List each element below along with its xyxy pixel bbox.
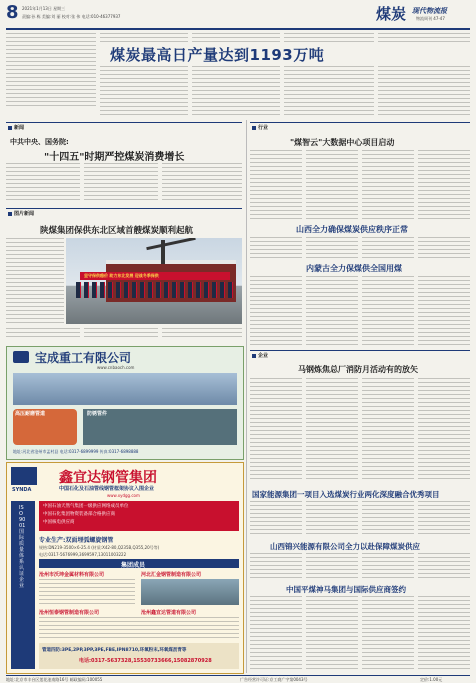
member-right-2: 沧州鑫宜达管道有限公司 <box>141 610 197 616</box>
member-details-2 <box>39 617 239 639</box>
top-article-col3b <box>192 66 280 116</box>
zhongyang-body-3 <box>162 163 242 203</box>
shanxi-weixing-title: 山西锦兴能源有限公司全力以赴保障煤炭供应 <box>270 542 420 551</box>
zhongyang-title: "十四五"时期严控煤炭消费增长 <box>44 152 185 163</box>
xinyida-features-box <box>39 501 239 531</box>
zhongyang-body-2 <box>84 163 158 203</box>
xinyida-spec-range: 规格:DN219-3500×6-25.4 (材质:X42-80,Q235B,Q355,20号等) <box>39 545 160 550</box>
pingmei-body-3 <box>362 596 414 670</box>
photo-body-2 <box>84 328 158 338</box>
shanxi-body-3 <box>362 237 414 259</box>
weixing-body-4 <box>418 553 470 579</box>
smart-coal-title: "煤智云"大数据中心项目启动 <box>290 138 395 147</box>
synda-logo <box>11 467 37 485</box>
industry-rule <box>250 122 470 123</box>
photo-banner-text: 坚守保供稳价 助力东北发展 迎战冬季保供 <box>84 273 159 278</box>
date-line: 2021年1月13日 星期三 <box>22 6 66 11</box>
pingmei-body-4 <box>418 596 470 670</box>
xinyida-side-bar <box>11 501 35 669</box>
enterprise-rule <box>250 350 470 351</box>
xinyida-subtitle: 中国石化及石油管线钢管框架协议入围企业 <box>59 486 155 492</box>
neimenggu-body-4 <box>418 276 470 346</box>
editor-line: 责编:孙 栋 美编:刘 丽 校对:张 伟 电话:010-46377937 <box>22 14 121 19</box>
synda-logo-text: SYNDA <box>12 487 32 493</box>
guoneng-body-1 <box>250 501 302 535</box>
xinyida-bottom-box <box>39 643 239 669</box>
member-right: 河北汇金钢管制造有限公司 <box>141 572 202 578</box>
xinyida-bottom-phone: 电话:0317-5637328,15530733666,15082870928 <box>79 658 212 664</box>
header-rule <box>6 28 470 30</box>
news-rule <box>6 122 242 123</box>
section-title: 煤炭 <box>376 5 407 23</box>
footer-rule <box>6 675 470 676</box>
pingmei-body-1 <box>250 596 302 670</box>
page-number: 8 <box>6 2 19 23</box>
paper-name: 现代物流报 <box>412 7 447 15</box>
member-left: 沧州市沃坤金属材料有限公司 <box>39 572 105 578</box>
photo-body-1 <box>6 328 80 338</box>
guoneng-body-3 <box>362 501 414 535</box>
weixing-body-1 <box>250 553 302 579</box>
neimenggu-body-3 <box>362 276 414 346</box>
top-article-col4 <box>284 33 374 43</box>
baocheng-company: 宝成重工有限公司 <box>35 351 132 365</box>
baocheng-product-1-label: 高压耐磨管道 <box>15 411 46 417</box>
xinyida-spec-line: 专业生产:双面埋弧螺旋钢管 <box>39 537 114 544</box>
photo-rule <box>6 208 242 209</box>
smart-coal-body-2 <box>306 150 358 220</box>
machang-body-4 <box>418 378 470 482</box>
top-article-col3 <box>192 33 280 43</box>
footer-left: 地址:北京市丰台区莲花池南路16号 邮政编码:100055 <box>6 677 103 682</box>
headline: 煤炭最高日产量达到1193万吨 <box>110 46 325 64</box>
member-left-2: 沧州恒泰钢管制造有限公司 <box>39 610 100 616</box>
baocheng-logo <box>13 351 29 363</box>
column-divider <box>246 120 247 673</box>
xinyida-website: www.xydgg.com <box>107 493 140 498</box>
member-right-photo <box>141 579 239 605</box>
machang-title: 马钢炼焦总厂消防月活动有的放矢 <box>298 365 418 374</box>
neimenggu-body-1 <box>250 276 302 346</box>
top-article-col2 <box>100 33 188 43</box>
ad-xinyida <box>6 462 244 674</box>
baocheng-contact: 地址:河北省沧州市孟村县 电话:0317-6899999 传真:0317-6898888 <box>13 449 139 454</box>
shanxi-body-1 <box>250 237 302 259</box>
xinyida-company: 鑫宜达钢管集团 <box>59 470 157 486</box>
ship-photo <box>66 238 242 324</box>
people-group <box>76 282 236 298</box>
xinyida-feature-2: 中国石化集团物资装备部合格供应商 <box>43 512 115 517</box>
weixing-body-2 <box>306 553 358 579</box>
machang-body-1 <box>250 378 302 482</box>
zhongyang-body-1 <box>6 163 80 203</box>
pingmei-body-2 <box>306 596 358 670</box>
photo-body-3 <box>162 328 242 338</box>
smart-coal-body-4 <box>418 150 470 220</box>
neimenggu-body-2 <box>306 276 358 346</box>
smart-coal-body-3 <box>362 150 414 220</box>
industry-tag: 行业 <box>252 124 268 131</box>
top-article-col5 <box>378 33 470 43</box>
baocheng-product-2-label: 防锈管件 <box>87 411 108 417</box>
guoneng-title: 国家能源集团一项目入选煤炭行业两化深度融合优秀项目 <box>252 490 440 499</box>
enterprise-tag: 企业 <box>252 352 268 359</box>
xinyida-bottom-line: 管道四防:3PE,2PP,3PP,3PE,FBE,IPN8710,环氧粉末,环氧煤沥青等 <box>42 648 187 653</box>
shanxi-title: 山西全力确保煤炭供应秩序正常 <box>296 225 408 234</box>
weixing-body-3 <box>362 553 414 579</box>
xinyida-side-text: ISO9001国际质量体系认证企业 <box>19 505 26 589</box>
smart-coal-body-1 <box>250 150 302 220</box>
xinyida-phone: 电话:0317-5676999,3699597,13011003222 <box>39 552 127 557</box>
photo-banner <box>80 272 230 280</box>
news-tag: 新闻 <box>8 124 24 131</box>
issue-line: 物流周刊 47-47 <box>416 16 445 21</box>
baocheng-website: www.cnbaoch.com <box>97 365 135 370</box>
photo-news-tag: 图片新闻 <box>8 210 34 217</box>
shanxi-body-2 <box>306 237 358 259</box>
machang-body-2 <box>306 378 358 482</box>
footer-mid: 广告经营许可证:京工商广字第0043号 <box>240 677 308 682</box>
top-article-col5b <box>378 66 470 116</box>
guoneng-body-4 <box>418 501 470 535</box>
zhongyang-kicker: 中共中央、国务院: <box>10 138 69 146</box>
shanxi-body-4 <box>418 237 470 259</box>
top-article-col2b <box>100 66 188 116</box>
ad-baocheng <box>6 346 244 460</box>
members-title: 集团成员 <box>121 562 146 569</box>
machang-body-3 <box>362 378 414 482</box>
photo-caption <box>6 238 64 324</box>
pingmei-title: 中国平煤神马集团与国际供应商签约 <box>286 585 406 594</box>
xinyida-feature-3: 中国核电供应商 <box>43 520 75 525</box>
ship-crane-arm <box>146 238 196 250</box>
top-article-col4b <box>284 66 374 116</box>
members-banner <box>39 559 239 568</box>
top-article-col1 <box>6 33 96 106</box>
photo-title: 陕煤集团保供东北区域首艘煤炭顺利起航 <box>40 226 194 236</box>
member-left-details <box>39 579 135 605</box>
footer-right: 定价:1.00元 <box>420 677 443 682</box>
xinyida-feature-1: 中国石油天然气集团一级供应网络成员单位 <box>43 504 129 509</box>
baocheng-pipes-photo <box>13 373 237 405</box>
guoneng-body-2 <box>306 501 358 535</box>
neimenggu-title: 内蒙古全力保煤供全国用煤 <box>306 264 402 273</box>
